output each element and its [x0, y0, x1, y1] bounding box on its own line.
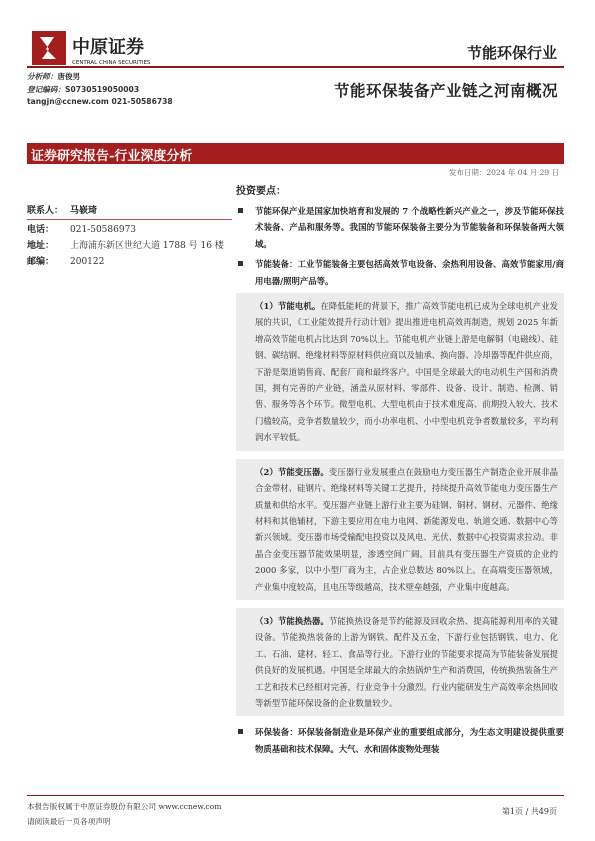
analyst-info [27, 71, 173, 109]
logo-mark-icon [32, 31, 194, 71]
contact-zip: 200122 [70, 257, 105, 267]
industry-label: 节能环保行业 [466, 44, 557, 62]
contact-block [27, 203, 237, 270]
subsection-body: 节能换热设备是节约能源及回收余热、提高能源利用率的关键设备。节能换热装备的上游为钢铁、配件及五金，下游行业包括钢铁、电力、化工、石油、建材、轻工、食品等行业。下游行业的节能要求提高为节能装备发展提供良好的发展机遇。中国是全球最大的余热锅炉生产和消费国，传统换热装备生产工艺和技术已经相对完善，行业竞争十分激烈。行业内能研发生产高效率余热回收等新型节能环保设备的企业数量较少。 [255, 615, 559, 708]
bullet-item [236, 256, 564, 289]
report-title: 节能环保装备产业链之河南概况 [333, 81, 558, 100]
contact-phone-label: 电话： [27, 225, 55, 235]
subsection-heading: （3）节能换热器。 [255, 615, 329, 626]
bullet-square-icon [238, 261, 243, 266]
contact-person: 马嵚琦 [70, 206, 98, 216]
analyst-email-phone[interactable]: tangjn@ccnew.com 021-50586738 [27, 97, 173, 107]
banner-text: 证券研究报告-行业深度分析 [31, 149, 193, 164]
contact-address: 上海浦东新区世纪大道 1788 号 16 楼 [70, 241, 224, 251]
analyst-name: 唐俊男 [57, 72, 81, 81]
contact-zip-row [27, 254, 237, 270]
analyst-label: 分析师： [27, 72, 58, 81]
subsection-body: 变压器行业发展重点在鼓励电力变压器生产制造企业开展非晶合金带材、硅钢片、绝缘材料等关键工艺提升，持续提升高效节能电力变压器生产质量和供给水平。变压器产业链上游行业主要为硅钢、铜材、钢材、元器件、绝缘材料和其他辅材，下游主要应用在电力电网、新能源发电、轨道交通、数据中心等新兴领域。变压器市场受输配电投资以及风电、光伏、数据中心投资需求拉动。非晶合金变压器节能效果明显，渗透空间广阔。目前具有变压器生产资质的企业约 2000 多家，以中小型厂商为主，占企业总数达 80%以上。在高端变压器领域，产业集中度较高，且电压等级越高，技术壁垒越强，产业集中度越高。 [255, 466, 559, 592]
bullet-square-icon [238, 729, 243, 734]
contact-address-label: 地址： [27, 241, 55, 251]
subsection-box-transformer [236, 459, 564, 600]
bullet-text: 环保装备：环保装备制造业是环保产业的重要组成部分，为生态文明建设提供重要物质基础和技术保障。大气、水和固体废物处理装 [255, 727, 564, 754]
bullet-text: 节能环保产业是国家加快培育和发展的 7 个战略性新兴产业之一，涉及节能环保技术装备、产品和服务等。我国的节能环保装备主要分为节能装备和环保装备两大领域。 [255, 206, 564, 249]
subsection-box-motor [236, 293, 564, 451]
bullet-text: 节能装备：工业节能装备主要包括高效节电设备、余热利用设备、高效节能家用/商用电器/照明产品等。 [255, 259, 564, 286]
reg-code: S0730519050003 [64, 84, 140, 94]
contact-zip-label: 邮编： [27, 257, 55, 267]
investment-highlights [236, 203, 564, 761]
logo-text: 中原证券 [72, 37, 144, 58]
contact-person-label: 联系人： [27, 206, 64, 216]
subsection-heading: （1）节能电机。 [255, 301, 321, 312]
header-divider [27, 66, 564, 68]
footer-left [27, 799, 221, 829]
footer-disclaimer-note: 请阅读最后一页各项声明 [27, 817, 111, 826]
contact-divider [27, 219, 232, 220]
bullet-item [236, 203, 564, 252]
contact-phone-row [27, 222, 237, 238]
report-type-banner [27, 143, 564, 164]
contact-address-row [27, 238, 237, 254]
publish-date: 发布日期：2024 年 04 月 29 日 [448, 168, 559, 177]
subsection-body: 在降低能耗的背景下，推广高效节能电机已成为全球电机产业发展的共识，《工业能效提升行动计划》提出推进电机高效再制造，规划 2025 年新增高效节能电机占比达到 70%以上。节能电机产业链上游是电解铜（电磁线）、硅钢、碳结钢、绝缘材料等原材料供应商以及轴承、换向器、冷却器等配件供应商，下游是渠道销售商、配套厂商和最终客户。中国是全球最大的电动机生产国和消费国，拥有完善的产业链，涵盖从原材料、零部件、设备、设计、制造、检测、销售、服务等各个环节。微型电机、大型电机由于技术难度高、前期投入较大、技术门槛较高，竞争者数量较少，而小功率电机、小中型电机竞争者数量较多，平均利润水平较低。 [255, 301, 559, 443]
footer-divider [27, 795, 564, 796]
investment-highlights-heading: 投资要点： [236, 186, 286, 197]
page-number: 第1页 / 共49页 [501, 807, 557, 816]
contact-person-row [27, 203, 237, 219]
company-logo [32, 31, 194, 71]
bullet-square-icon [238, 208, 243, 213]
contact-phone: 021-50586973 [70, 225, 137, 235]
bullet-item [236, 724, 564, 757]
subsection-heading: （2）节能变压器。 [255, 466, 329, 477]
logo-subtext: CENTRAL CHINA SECURITIES [72, 60, 151, 66]
footer-copyright[interactable]: 本报告版权属于中原证券股份有限公司 www.ccnew.com [27, 802, 222, 811]
subsection-box-heat-exchanger [236, 608, 564, 716]
reg-label: 登记编码： [27, 84, 65, 94]
